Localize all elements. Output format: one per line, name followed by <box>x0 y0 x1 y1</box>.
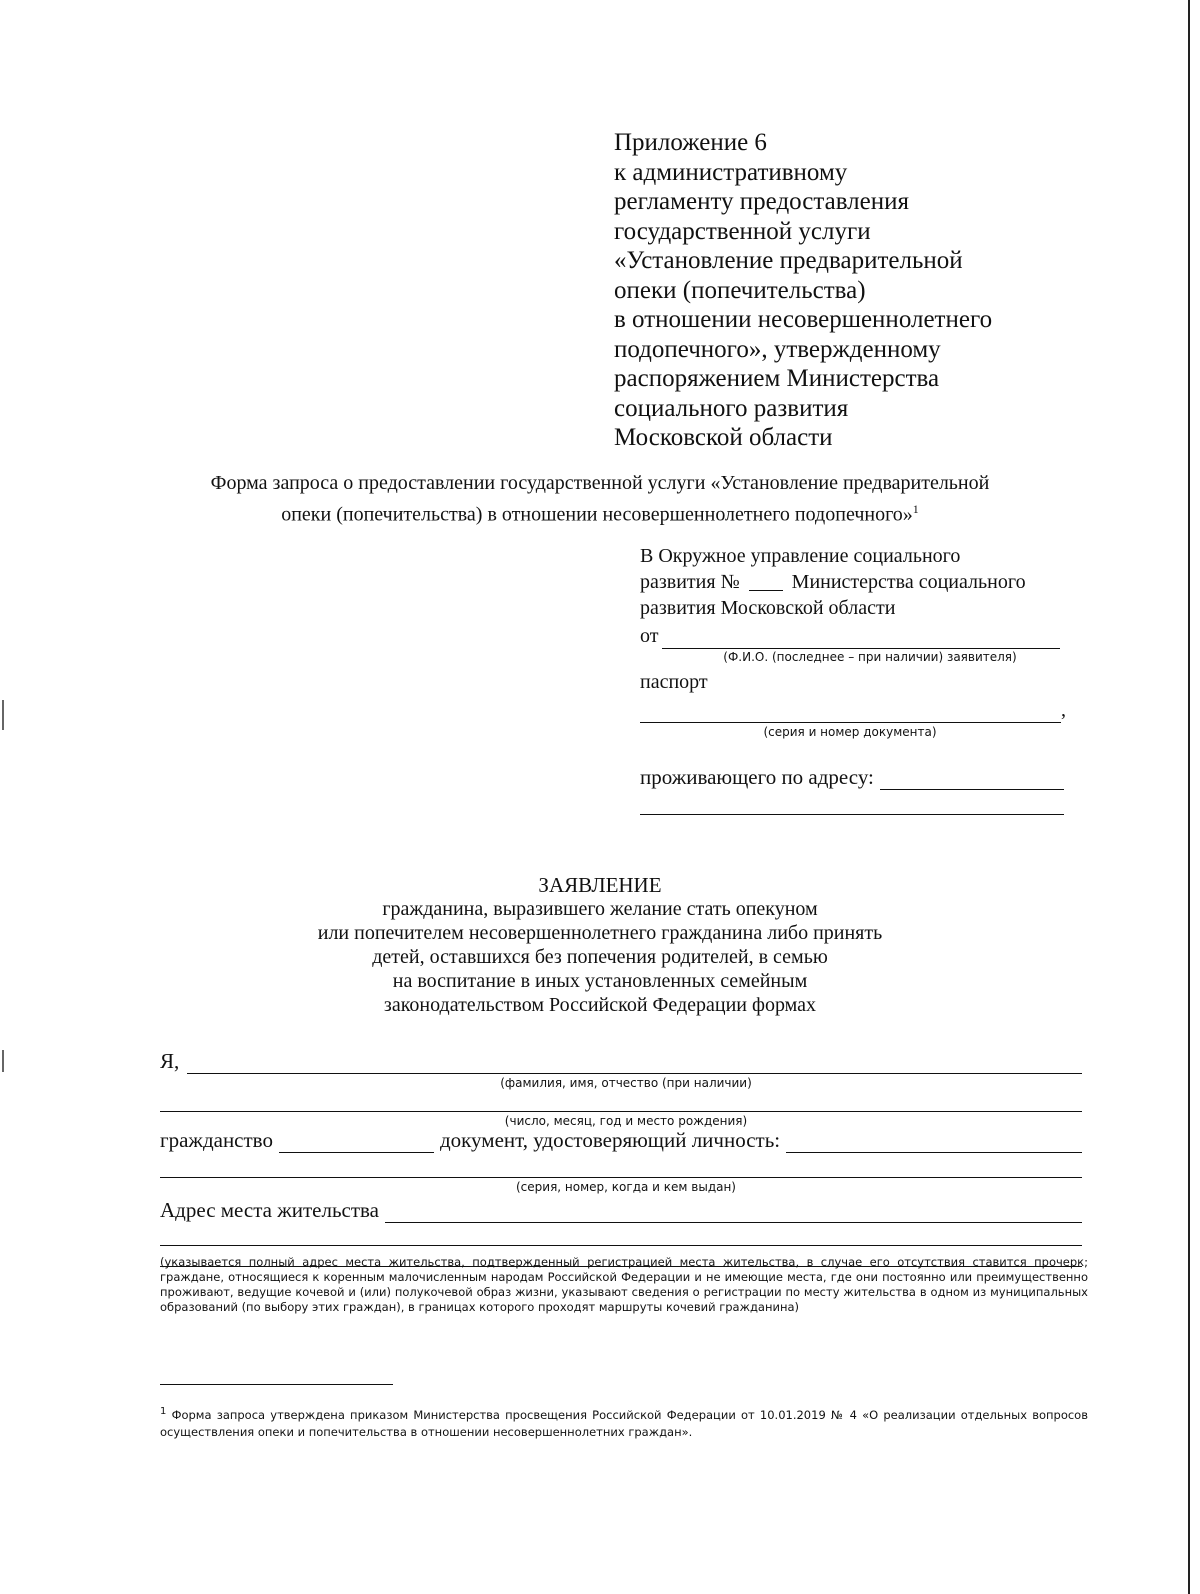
statement-subtitle-line: на воспитание в иных установленных семейным <box>392 970 808 992</box>
residence-field[interactable] <box>385 1202 1082 1223</box>
district-number-field[interactable] <box>749 572 783 591</box>
applicant-fields <box>160 1050 1082 1267</box>
residence-note: (указывается полный адрес места жительства, подтвержденный регистрацией места жительства, в случае его отсутствия ставится прочерк; граждане, относящиеся к коренным малочисленным народам Российской Федерации и не имеющие места, где они постоянно или преимущественно проживают, ведущие кочевой и (или) полукочевой образ жизни, указывают сведения о регистрации по месту жительства в одном из муниципальных образований (по выбору этих граждан), в границах которого проходят маршруты кочевий гражданина) <box>160 1255 1088 1314</box>
appendix-line: распоряжением Министерства <box>614 365 940 392</box>
appendix-line: «Установление предварительной <box>614 247 963 274</box>
address-field[interactable] <box>880 769 1064 790</box>
appendix-line: Московской области <box>614 424 833 451</box>
footnote-ref[interactable]: 1 <box>912 502 919 516</box>
scan-edge-mark <box>2 1050 4 1072</box>
statement-subtitle-line: гражданина, выразившего желание стать опекуном <box>382 898 818 920</box>
id-document-field[interactable] <box>786 1132 1082 1153</box>
addressee-number-label: развития № <box>640 571 740 593</box>
statement-subtitle-line: законодательством Российской Федерации формах <box>383 994 817 1016</box>
form-title-line: Форма запроса о предоставлении государственной услуги «Установление предварительной <box>210 472 990 494</box>
i-label: Я, <box>160 1049 180 1073</box>
statement-subtitle-line: или попечителем несовершеннолетнего гражданина либо принять <box>317 922 883 944</box>
addressee-ministry-text: Министерства социального <box>791 571 1026 593</box>
birth-field[interactable] <box>160 1091 1082 1112</box>
form-title <box>140 470 1060 528</box>
appendix-line: государственной услуги <box>614 217 871 245</box>
addressee-line: развития Московской области <box>640 597 896 619</box>
passport-caption: (серия и номер документа) <box>763 725 937 739</box>
footnote-text: Форма запроса утверждена приказом Министерства просвещения Российской Федерации от 10.01.2019 № 4 «О реализации отдельных вопросов осуществления опеки и попечительства в отношении несовершеннолетних граждан». <box>160 1407 1088 1439</box>
id-document-caption: (серия, номер, когда и кем выдан) <box>516 1180 736 1194</box>
appendix-line: к административному <box>614 158 848 186</box>
residence-label: Адрес места жительства <box>160 1198 379 1222</box>
applicant-name-field[interactable] <box>662 628 1060 649</box>
id-document-label: документ, удостоверяющий личность: <box>439 1128 781 1152</box>
passport-field[interactable] <box>640 702 1061 723</box>
birth-caption: (число, месяц, год и место рождения) <box>504 1114 748 1128</box>
appendix-line: социального развития <box>614 394 849 422</box>
passport-comma: , <box>1061 699 1066 721</box>
from-label: от <box>640 625 659 647</box>
footnote-mark: 1 <box>160 1406 167 1417</box>
appendix-line: опеки (попечительства) <box>614 276 866 304</box>
citizenship-label: гражданство <box>160 1128 273 1152</box>
statement-heading <box>200 873 1000 1017</box>
residence-field-line-2[interactable] <box>160 1223 1082 1246</box>
id-document-field-line-2[interactable] <box>160 1153 1082 1178</box>
appendix-line: в отношении несовершеннолетнего <box>614 306 993 333</box>
full-name-caption: (фамилия, имя, отчество (при наличии) <box>500 1076 752 1090</box>
full-name-field[interactable] <box>187 1053 1082 1074</box>
appendix-line: Приложение 6 <box>614 129 767 156</box>
form-title-line <box>140 496 1060 528</box>
applicant-name-caption: (Ф.И.О. (последнее – при наличии) заявителя) <box>723 650 1017 664</box>
statement-subtitle-line: детей, оставшихся без попечения родителей, в семью <box>372 946 828 968</box>
statement-title: ЗАЯВЛЕНИЕ <box>538 873 662 897</box>
footnote-separator <box>160 1384 393 1385</box>
address-field-line-2[interactable] <box>640 814 1064 815</box>
form-title-line-text: опеки (попечительства) в отношении несовершеннолетнего подопечного» <box>281 503 913 526</box>
footnote <box>160 1403 1088 1441</box>
citizenship-field[interactable] <box>279 1132 434 1153</box>
scan-edge-mark <box>2 700 4 730</box>
addressee-block <box>640 543 1080 815</box>
addressee-line <box>640 569 1080 595</box>
appendix-block <box>614 128 992 453</box>
address-label: проживающего по адресу: <box>640 765 874 789</box>
scan-edge <box>1188 0 1190 1594</box>
appendix-line: подопечного», утвержденному <box>614 335 941 363</box>
addressee-line: В Окружное управление социального <box>640 545 961 567</box>
appendix-line: регламенту предоставления <box>614 188 910 215</box>
passport-label: паспорт <box>640 671 708 693</box>
